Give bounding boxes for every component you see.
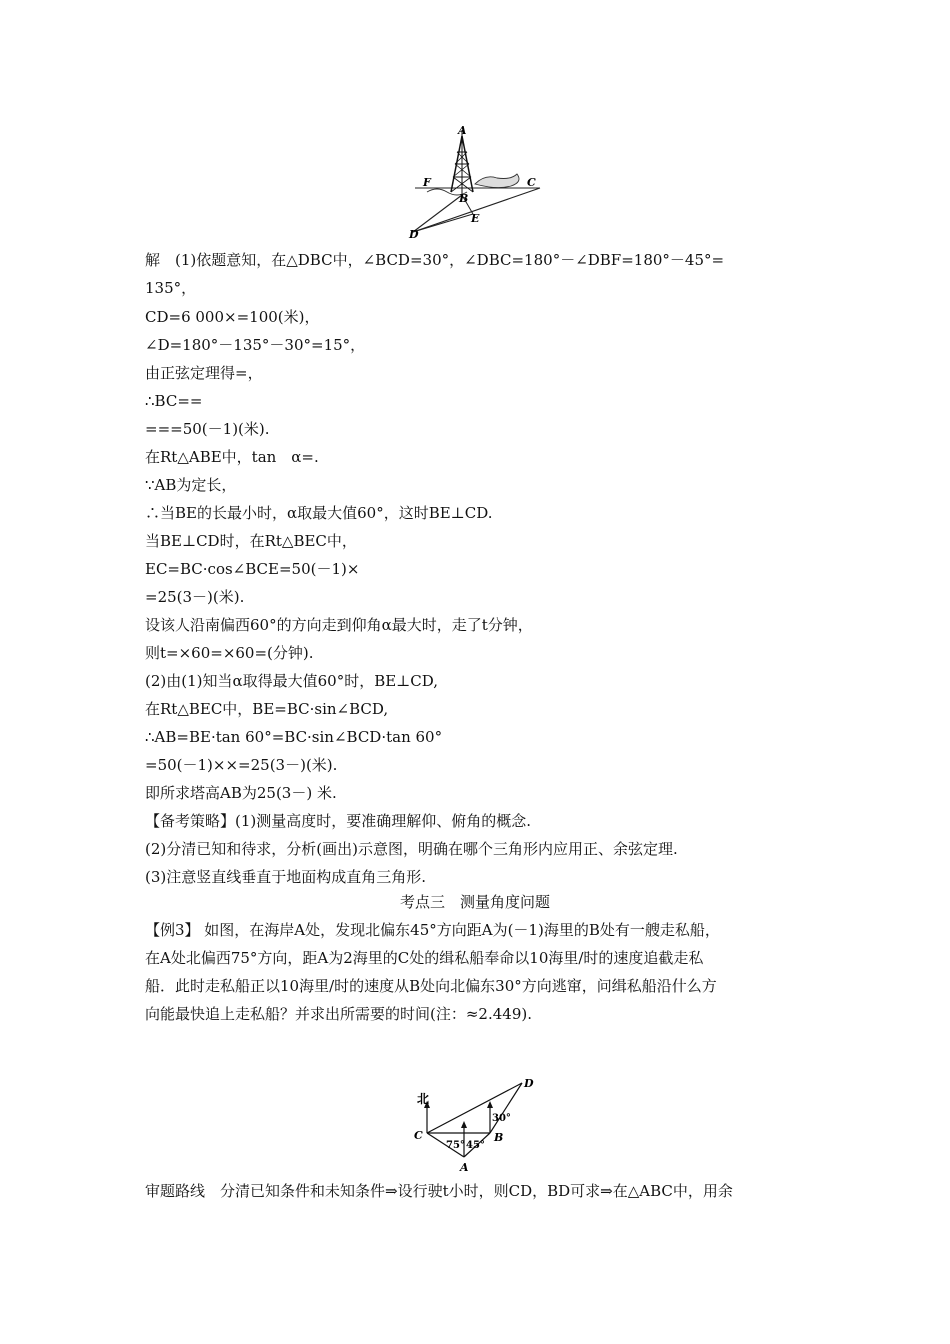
- label-b2: B: [494, 1131, 504, 1144]
- solution-line-8: 在Rt△ABE中，tan α=.: [145, 448, 319, 466]
- solution-line-17: 在Rt△BEC中，BE=BC·sin∠BCD,: [145, 700, 389, 718]
- label-c: C: [527, 176, 536, 189]
- example3-line-2: 在A处北偏西75°方向，距A为2海里的C处的缉私船奉命以10海里/时的速度追截走私: [145, 949, 704, 967]
- strategy-line-3: (3)注意竖直线垂直于地面构成直角三角形.: [145, 868, 427, 886]
- example3-line-4: 向能最快追上走私船？并求出所需要的时间(注：≈2.449).: [145, 1005, 532, 1023]
- solution-line-18: ∴AB=BE·tan 60°=BC·sin∠BCD·tan 60°: [145, 728, 443, 746]
- angle-75-label: 75°: [446, 1140, 465, 1151]
- solution-line-15: 则t=×60=×60=(分钟).: [145, 644, 314, 662]
- solution-line-19: =50(－1)××=25(3－)(米).: [145, 756, 338, 774]
- section-title: 考点三 测量角度问题: [399, 893, 550, 911]
- solution-line-7: ===50(－1)(米).: [145, 420, 270, 438]
- angle-45-label: 45°: [466, 1140, 485, 1151]
- label-b: B: [459, 192, 469, 205]
- solution-line-1: 解 (1)依题意知，在△DBC中，∠BCD=30°，∠DBC=180°－∠DBF=180°－45°=: [145, 251, 725, 269]
- review-route-line: 审题路线 分清已知条件和未知条件⇒设行驶t小时，则CD，BD可求⇒在△ABC中，用余: [145, 1182, 733, 1200]
- label-e: E: [471, 212, 480, 225]
- label-d2: D: [524, 1077, 534, 1090]
- solution-line-9: ∵AB为定长，: [145, 476, 237, 494]
- pursuit-figure: [412, 1075, 542, 1175]
- solution-line-2: 135°，: [145, 279, 197, 297]
- solution-line-5: 由正弦定理得=，: [145, 364, 263, 382]
- label-c2: C: [414, 1129, 423, 1142]
- solution-line-3: CD=6 000×=100(米)，: [145, 308, 320, 326]
- solution-line-12: EC=BC·cos∠BCE=50(－1)×: [145, 560, 360, 578]
- label-d: D: [409, 228, 419, 240]
- example3-line-3: 船．此时走私船正以10海里/时的速度从B处向北偏东30°方向逃窜，问缉私船沿什么方: [145, 977, 717, 995]
- label-a2: A: [460, 1161, 469, 1174]
- solution-line-10: ∴当BE的长最小时，α取最大值60°，这时BE⊥CD.: [145, 504, 493, 522]
- solution-line-13: =25(3－)(米).: [145, 588, 245, 606]
- north-label: 北: [417, 1092, 430, 1106]
- angle-30-label: 30°: [492, 1113, 511, 1124]
- solution-line-6: ∴BC==: [145, 392, 203, 410]
- solution-line-14: 设该人沿南偏西60°的方向走到仰角α最大时，走了t分钟，: [145, 616, 533, 634]
- strategy-line-2: (2)分清已知和待求，分析(画出)示意图，明确在哪个三角形内应用正、余弦定理.: [145, 840, 678, 858]
- label-f: F: [423, 176, 431, 189]
- label-a: A: [458, 124, 467, 137]
- tower-figure: [405, 122, 550, 240]
- solution-line-4: ∠D=180°－135°－30°=15°，: [145, 336, 366, 354]
- strategy-line-1: 【备考策略】(1)测量高度时，要准确理解仰、俯角的概念.: [145, 812, 532, 830]
- solution-line-16: (2)由(1)知当α取得最大值60°时，BE⊥CD,: [145, 672, 439, 690]
- solution-line-11: 当BE⊥CD时，在Rt△BEC中，: [145, 532, 357, 550]
- example3-line-1: 【例3】 如图，在海岸A处，发现北偏东45°方向距A为(－1)海里的B处有一艘走私船，: [145, 921, 720, 939]
- solution-line-20: 即所求塔高AB为25(3－) 米.: [145, 784, 337, 802]
